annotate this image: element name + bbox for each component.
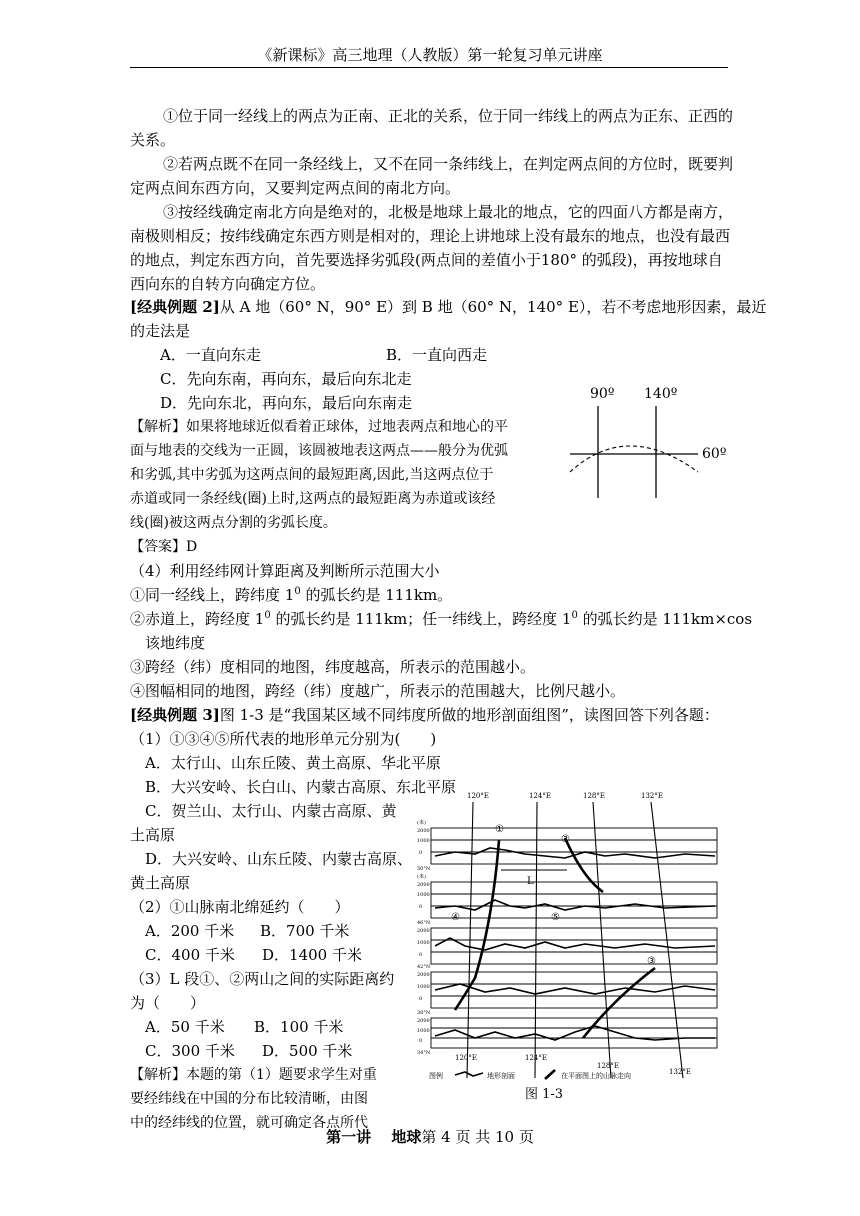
great-circle-arc: [570, 446, 698, 472]
tick-1b: 1000: [417, 838, 430, 844]
example-3-tag: [经典例题 3]: [130, 706, 220, 724]
tick-2c: 0: [419, 904, 423, 910]
tick-4c: 0: [419, 996, 423, 1002]
tick-5b: 1000: [417, 1028, 430, 1034]
example-2-tag: [经典例题 2]: [130, 298, 220, 316]
profile-panel-2: [431, 882, 717, 918]
example-3-q3-a: A．50 千米: [145, 1018, 225, 1036]
example-3-q1-c: C．贺兰山、太行山、内蒙古高原、黄: [145, 802, 397, 820]
example-3-analysis-1: 【解析】本题的第（1）题要求学生对重: [130, 1067, 377, 1083]
tick-4b: 1000: [417, 984, 430, 990]
section-4-item-2-cont: 该地纬度: [145, 634, 206, 652]
example-3-q3-cont: 为（ ）: [130, 994, 206, 1012]
para-3-line-3: 的地点，判定东西方向，首先要选择劣弧段(两点间的差值小于180° 的弧段)，再按地球自: [130, 251, 723, 269]
para-2-line-1: ②若两点既不在同一条经线上，又不在同一条纬线上，在判定两点间的方位时，既要判: [163, 155, 734, 173]
para-3-line-1: ③按经线确定南北方向是绝对的，北极是地球上最北的地点，它的四面八方都是南方，: [163, 203, 734, 221]
legend-trend: 在平面图上的山脉走向: [561, 1072, 631, 1080]
degree-sup: 0: [294, 586, 301, 597]
header-rule: [130, 67, 728, 68]
para-3-line-2: 南极则相反；按纬线确定东西方则是相对的，理论上讲地球上没有最东的地点，也没有最西: [130, 227, 731, 245]
example-3-q3: （3）L 段①、②两山之间的实际距离约: [130, 970, 395, 988]
example-3-q2-d: D．1400 千米: [262, 946, 362, 964]
item-2-part-e: 的弧长约是 111km×cos: [577, 610, 753, 628]
unit-2: (米): [417, 874, 426, 880]
para-1-line-1: ①位于同一经线上的两点为正南、正北的关系，位于同一纬线上的两点为正东、正西的: [163, 107, 734, 125]
tick-2a: 2000: [417, 882, 430, 888]
top-lon-120: 120°E: [467, 792, 489, 800]
section-4-item-1: [130, 585, 452, 605]
example-2-option-a: A．一直向东走: [160, 346, 261, 364]
example-2-text: 从 A 地（60° N，90° E）到 B 地（60° N，140° E），若不考虑地形因素，最近: [219, 298, 767, 316]
section-4-item-2: [130, 609, 752, 629]
example-2-question: [130, 297, 766, 317]
figure-caption: 图 1-3: [525, 1087, 564, 1102]
lat-2: 46°N: [417, 920, 431, 926]
tick-1a: 2000: [417, 828, 430, 834]
lon-140-label: 140º: [644, 386, 678, 402]
item-2-part-c: 的弧长约是 111km；任一纬线上，跨经度 1: [270, 610, 572, 628]
bottom-lon-128: 128°E: [597, 1062, 619, 1070]
circled-3: ③: [647, 956, 656, 967]
example-3-analysis-3: 中的经纬线的位置，就可确定各点所代: [130, 1115, 368, 1131]
example-3-q2-b: B．700 千米: [260, 922, 350, 940]
footer-chapter: 第一讲 地球: [326, 1128, 422, 1146]
example-3-intro-text: 图 1-3 是“我国某区域不同纬度所做的地形剖面组图”，读图回答下列各题：: [219, 706, 719, 724]
page-header: 《新课标》高三地理（人教版）第一轮复习单元讲座: [257, 46, 603, 64]
example-3-intro: [130, 705, 719, 725]
example-3-q2-a: A．200 千米: [145, 922, 235, 940]
terrain-profile-2: [435, 900, 715, 910]
unit-1: (米): [417, 820, 426, 826]
legend-profile: 地形剖面: [487, 1072, 515, 1080]
item-1-part-a: ①同一经线上，跨纬度 1: [130, 586, 295, 604]
para-1-line-2: 关系。: [130, 131, 176, 149]
lon-90-label: 90º: [590, 386, 615, 402]
bottom-lon-120: 120°E: [455, 1054, 477, 1062]
top-lon-124: 124°E: [529, 792, 551, 800]
example-2-analysis-4: 赤道或同一条经线(圈)上时,这两点的最短距离为赤道或该经: [130, 491, 496, 507]
tick-5c: 0: [419, 1038, 423, 1044]
tick-4a: 2000: [417, 972, 430, 978]
legend-title: 图例: [429, 1072, 443, 1080]
section-4-title: （4）利用经纬网计算距离及判断所示范围大小: [130, 562, 440, 580]
mountain-trend-3: [583, 968, 655, 1038]
lat-3: 42°N: [417, 964, 431, 970]
lat-4: 38°N: [417, 1010, 431, 1016]
figure-1-3: [415, 788, 735, 1108]
top-lon-132: 132°E: [641, 792, 663, 800]
degree-sup: 0: [571, 610, 578, 621]
section-4-item-4: ④图幅相同的地图，跨经（纬）度越广，所表示的范围越大，比例尺越小。: [130, 682, 626, 700]
circled-4: ④: [451, 912, 460, 923]
example-3-q2-c: C．400 千米: [145, 946, 235, 964]
example-3-q1-d: D．大兴安岭、山东丘陵、内蒙古高原、: [145, 850, 413, 868]
example-2-answer: 【答案】D: [130, 539, 198, 555]
tick-2b: 1000: [417, 892, 430, 898]
tick-1c: 0: [419, 850, 423, 856]
example-2-option-d: D．先向东北，再向东，最后向东南走: [160, 394, 413, 412]
section-4-item-3: ③跨经（纬）度相同的地图，纬度越高，所表示的范围越小。: [130, 658, 536, 676]
example-2-analysis-5: 线(圈)被这两点分割的劣弧长度。: [130, 515, 337, 531]
example-3-analysis-2: 要经纬线在中国的分布比较清晰，由图: [130, 1091, 368, 1107]
example-3-q2: （2）①山脉南北绵延约（ ）: [130, 898, 350, 916]
tick-3c: 0: [419, 952, 423, 958]
legend-trend-icon: [545, 1070, 555, 1079]
tick-3a: 2000: [417, 928, 430, 934]
circled-1: ①: [495, 824, 504, 835]
top-lon-128: 128°E: [583, 792, 605, 800]
degree-sup: 0: [264, 610, 271, 621]
example-2-analysis-1: 【解析】如果将地球近似看着正球体，过地表两点和地心的平: [130, 419, 508, 435]
example-2-analysis-3: 和劣弧,其中劣弧为这两点间的最短距离,因此,当这两点位于: [130, 467, 494, 483]
example-3-q1-a: A．太行山、山东丘陵、黄土高原、华北平原: [145, 754, 441, 772]
l-label: L: [527, 876, 534, 887]
bottom-lon-132: 132°E: [669, 1068, 691, 1076]
footer-page: 第 4 页 共 10 页: [421, 1128, 534, 1146]
lat-5: 34°N: [417, 1050, 431, 1056]
bottom-lon-124: 124°E: [525, 1054, 547, 1062]
item-1-part-c: 的弧长约是 111km。: [300, 586, 453, 604]
example-3-q3-d: D．500 千米: [262, 1042, 353, 1060]
para-2-line-2: 定两点间东西方向，又要判定两点间的南北方向。: [130, 179, 461, 197]
lat-60-label: 60º: [702, 446, 727, 462]
example-3-q3-c: C．300 千米: [145, 1042, 235, 1060]
para-3-line-4: 西向东的自转方向确定方位。: [130, 275, 326, 293]
page-footer: [0, 1126, 860, 1147]
tick-3b: 1000: [417, 940, 430, 946]
example-3-q1-b: B．大兴安岭、长白山、内蒙古高原、东北平原: [145, 778, 457, 796]
example-3-q1: （1）①③④⑤所代表的地形单元分别为( ): [130, 730, 437, 748]
lat-1: 50°N: [417, 866, 431, 872]
example-3-q1-c-cont: 土高原: [130, 826, 176, 844]
item-2-part-a: ②赤道上，跨经度 1: [130, 610, 265, 628]
example-3-q1-d-cont: 黄土高原: [130, 874, 191, 892]
example-2-analysis-2: 面与地表的交线为一正圆，该圆被地表这两点——般分为优弧: [130, 443, 508, 459]
circled-2: ②: [561, 834, 570, 845]
example-2-option-c: C．先向东南，再向东，最后向东北走: [160, 370, 412, 388]
circled-5: ⑤: [551, 912, 560, 923]
graticule-figure: [560, 380, 730, 500]
example-2-option-b: B．一直向西走: [386, 346, 488, 364]
example-2-question-cont: 的走法是: [130, 322, 191, 340]
example-3-q3-b: B．100 千米: [254, 1018, 344, 1036]
legend-profile-icon: [455, 1072, 483, 1076]
tick-5a: 2000: [417, 1018, 430, 1024]
